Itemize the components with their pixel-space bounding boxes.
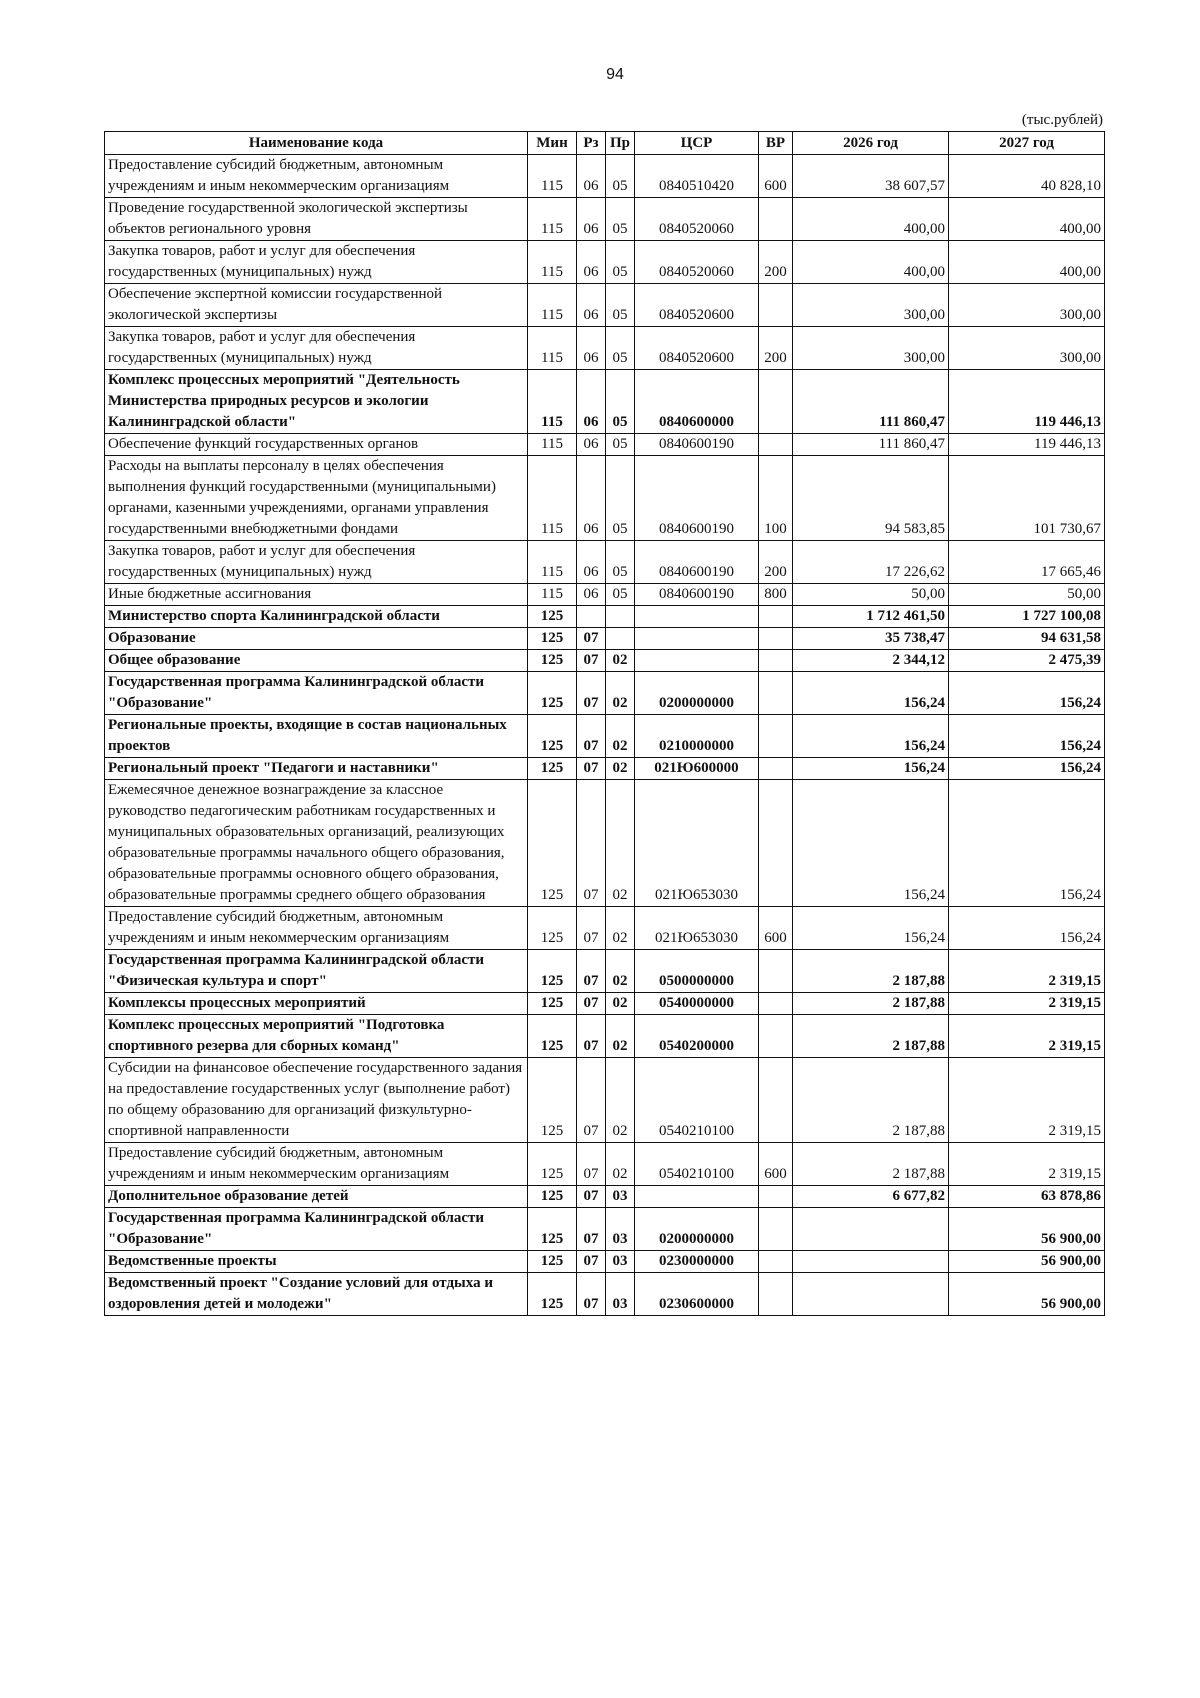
- cell-vr: [759, 1251, 793, 1273]
- table-row: [105, 284, 1105, 327]
- cell-2026: 6 677,82: [793, 1186, 949, 1208]
- cell-name: Проведение государственной экологической экспертизы объектов регионального уровня: [105, 198, 528, 241]
- cell-name: Государственная программа Калининградской области "Образование": [105, 1208, 528, 1251]
- cell-2027: 2 319,15: [949, 993, 1105, 1015]
- cell-vr: 800: [759, 584, 793, 606]
- cell-min: 125: [528, 780, 577, 907]
- cell-rz: 07: [577, 993, 606, 1015]
- table-row: [105, 606, 1105, 628]
- cell-rz: 06: [577, 241, 606, 284]
- table-row: [105, 198, 1105, 241]
- cell-pr: 02: [606, 993, 635, 1015]
- cell-pr: 05: [606, 198, 635, 241]
- table-row: [105, 1251, 1105, 1273]
- cell-pr: 05: [606, 370, 635, 434]
- table-row: [105, 780, 1105, 907]
- cell-2026: 35 738,47: [793, 628, 949, 650]
- cell-min: 125: [528, 950, 577, 993]
- table-row: [105, 584, 1105, 606]
- cell-csr: 0210000000: [635, 715, 759, 758]
- cell-name: Комплекс процессных мероприятий "Деятельность Министерства природных ресурсов и экологии Калининградской области": [105, 370, 528, 434]
- cell-2026: 2 187,88: [793, 993, 949, 1015]
- cell-2027: 300,00: [949, 327, 1105, 370]
- cell-2027: 156,24: [949, 758, 1105, 780]
- cell-2026: 156,24: [793, 715, 949, 758]
- cell-rz: 07: [577, 1251, 606, 1273]
- cell-csr: 021Ю653030: [635, 907, 759, 950]
- cell-vr: [759, 370, 793, 434]
- cell-csr: [635, 606, 759, 628]
- cell-csr: 0230600000: [635, 1273, 759, 1316]
- cell-min: 115: [528, 370, 577, 434]
- cell-vr: [759, 715, 793, 758]
- cell-name: Государственная программа Калининградской области "Образование": [105, 672, 528, 715]
- cell-pr: 02: [606, 758, 635, 780]
- cell-pr: 05: [606, 584, 635, 606]
- cell-csr: 0840600000: [635, 370, 759, 434]
- cell-pr: 02: [606, 715, 635, 758]
- cell-pr: 02: [606, 1015, 635, 1058]
- cell-rz: 07: [577, 758, 606, 780]
- cell-vr: [759, 284, 793, 327]
- table-row: [105, 758, 1105, 780]
- cell-vr: [759, 1186, 793, 1208]
- table-row: [105, 907, 1105, 950]
- cell-2026: 2 344,12: [793, 650, 949, 672]
- cell-2026: [793, 1251, 949, 1273]
- cell-min: 125: [528, 1186, 577, 1208]
- cell-name: Закупка товаров, работ и услуг для обеспечения государственных (муниципальных) нужд: [105, 327, 528, 370]
- cell-2026: 300,00: [793, 327, 949, 370]
- cell-vr: 200: [759, 541, 793, 584]
- cell-min: 125: [528, 1143, 577, 1186]
- cell-rz: 07: [577, 907, 606, 950]
- cell-pr: 02: [606, 1058, 635, 1143]
- cell-name: Ведомственный проект "Создание условий для отдыха и оздоровления детей и молодежи": [105, 1273, 528, 1316]
- cell-csr: 0230000000: [635, 1251, 759, 1273]
- cell-2027: 2 319,15: [949, 1058, 1105, 1143]
- cell-name: Обеспечение экспертной комиссии государственной экологической экспертизы: [105, 284, 528, 327]
- cell-vr: [759, 1058, 793, 1143]
- cell-name: Образование: [105, 628, 528, 650]
- cell-vr: [759, 1273, 793, 1316]
- cell-2027: 156,24: [949, 907, 1105, 950]
- cell-vr: [759, 758, 793, 780]
- table-row: [105, 370, 1105, 434]
- cell-vr: [759, 198, 793, 241]
- cell-min: 125: [528, 715, 577, 758]
- cell-rz: 07: [577, 950, 606, 993]
- cell-rz: 07: [577, 1015, 606, 1058]
- cell-2027: 2 319,15: [949, 1143, 1105, 1186]
- cell-csr: 0540000000: [635, 993, 759, 1015]
- cell-rz: 06: [577, 370, 606, 434]
- col-header-rz: Рз: [577, 132, 606, 155]
- cell-min: 115: [528, 327, 577, 370]
- table-row: [105, 1186, 1105, 1208]
- cell-rz: 06: [577, 584, 606, 606]
- cell-2027: 63 878,86: [949, 1186, 1105, 1208]
- cell-rz: 06: [577, 198, 606, 241]
- cell-name: Субсидии на финансовое обеспечение государственного задания на предоставление государственных услуг (выполнение работ) по общему образованию для организаций физкультурно-спортивной направленности: [105, 1058, 528, 1143]
- cell-name: Государственная программа Калининградской области "Физическая культура и спорт": [105, 950, 528, 993]
- cell-2026: 156,24: [793, 907, 949, 950]
- col-header-pr: Пр: [606, 132, 635, 155]
- cell-pr: 05: [606, 241, 635, 284]
- cell-min: 125: [528, 1251, 577, 1273]
- table-row: [105, 1058, 1105, 1143]
- cell-pr: 02: [606, 672, 635, 715]
- cell-rz: 06: [577, 456, 606, 541]
- col-header-2026: 2026 год: [793, 132, 949, 155]
- table-row: [105, 1143, 1105, 1186]
- cell-csr: 0840520600: [635, 284, 759, 327]
- cell-vr: [759, 434, 793, 456]
- cell-csr: 021Ю653030: [635, 780, 759, 907]
- cell-vr: [759, 993, 793, 1015]
- cell-name: Комплексы процессных мероприятий: [105, 993, 528, 1015]
- table-row: [105, 434, 1105, 456]
- cell-min: 125: [528, 1058, 577, 1143]
- cell-csr: 0540200000: [635, 1015, 759, 1058]
- cell-2026: [793, 1273, 949, 1316]
- table-row: [105, 1273, 1105, 1316]
- cell-min: 115: [528, 241, 577, 284]
- cell-csr: 0840520600: [635, 327, 759, 370]
- cell-2027: 400,00: [949, 198, 1105, 241]
- cell-min: 125: [528, 1273, 577, 1316]
- cell-2026: 300,00: [793, 284, 949, 327]
- table-row: [105, 327, 1105, 370]
- cell-2027: 156,24: [949, 672, 1105, 715]
- cell-2027: 2 475,39: [949, 650, 1105, 672]
- cell-rz: 07: [577, 715, 606, 758]
- cell-min: 115: [528, 541, 577, 584]
- table-row: [105, 241, 1105, 284]
- cell-2027: 156,24: [949, 780, 1105, 907]
- cell-pr: [606, 628, 635, 650]
- cell-pr: 05: [606, 456, 635, 541]
- table-row: [105, 715, 1105, 758]
- cell-vr: 600: [759, 1143, 793, 1186]
- cell-min: 125: [528, 606, 577, 628]
- cell-name: Региональные проекты, входящие в состав национальных проектов: [105, 715, 528, 758]
- cell-2026: 50,00: [793, 584, 949, 606]
- cell-csr: 0840510420: [635, 155, 759, 198]
- table-row: [105, 650, 1105, 672]
- cell-min: 125: [528, 993, 577, 1015]
- cell-vr: 200: [759, 241, 793, 284]
- cell-2026: 156,24: [793, 780, 949, 907]
- cell-pr: 03: [606, 1208, 635, 1251]
- cell-2027: 1 727 100,08: [949, 606, 1105, 628]
- cell-vr: [759, 1015, 793, 1058]
- cell-name: Закупка товаров, работ и услуг для обеспечения государственных (муниципальных) нужд: [105, 241, 528, 284]
- cell-name: Ведомственные проекты: [105, 1251, 528, 1273]
- cell-name: Закупка товаров, работ и услуг для обеспечения государственных (муниципальных) нужд: [105, 541, 528, 584]
- cell-2026: 156,24: [793, 672, 949, 715]
- cell-min: 125: [528, 650, 577, 672]
- cell-2027: 56 900,00: [949, 1208, 1105, 1251]
- cell-csr: 0840600190: [635, 541, 759, 584]
- cell-2027: 2 319,15: [949, 950, 1105, 993]
- cell-csr: 0540210100: [635, 1143, 759, 1186]
- cell-pr: [606, 606, 635, 628]
- cell-2026: 17 226,62: [793, 541, 949, 584]
- col-header-name: Наименование кода: [105, 132, 528, 155]
- cell-2027: 400,00: [949, 241, 1105, 284]
- cell-name: Предоставление субсидий бюджетным, автономным учреждениям и иным некоммерческим организациям: [105, 907, 528, 950]
- cell-min: 115: [528, 155, 577, 198]
- cell-min: 115: [528, 198, 577, 241]
- cell-pr: 02: [606, 1143, 635, 1186]
- cell-name: Расходы на выплаты персоналу в целях обеспечения выполнения функций государственными (муниципальными) органами, казенными учреждениями, органами управления государственными внебюджетными фондами: [105, 456, 528, 541]
- col-header-min: Мин: [528, 132, 577, 155]
- cell-name: Предоставление субсидий бюджетным, автономным учреждениям и иным некоммерческим организациям: [105, 155, 528, 198]
- cell-pr: 02: [606, 780, 635, 907]
- cell-rz: 07: [577, 1143, 606, 1186]
- cell-2026: 400,00: [793, 241, 949, 284]
- cell-rz: 07: [577, 650, 606, 672]
- col-header-vr: ВР: [759, 132, 793, 155]
- cell-min: 125: [528, 672, 577, 715]
- cell-rz: 07: [577, 628, 606, 650]
- cell-csr: 0200000000: [635, 1208, 759, 1251]
- table-row: [105, 950, 1105, 993]
- cell-name: Иные бюджетные ассигнования: [105, 584, 528, 606]
- cell-csr: 0840520060: [635, 198, 759, 241]
- cell-rz: [577, 606, 606, 628]
- cell-2026: 111 860,47: [793, 370, 949, 434]
- table-row: [105, 456, 1105, 541]
- table-row: [105, 672, 1105, 715]
- cell-pr: 05: [606, 541, 635, 584]
- cell-2026: 94 583,85: [793, 456, 949, 541]
- cell-2026: 400,00: [793, 198, 949, 241]
- cell-csr: 0840520060: [635, 241, 759, 284]
- cell-2026: [793, 1208, 949, 1251]
- cell-min: 115: [528, 584, 577, 606]
- cell-2027: 56 900,00: [949, 1273, 1105, 1316]
- table-row: [105, 993, 1105, 1015]
- cell-rz: 06: [577, 434, 606, 456]
- cell-csr: 0200000000: [635, 672, 759, 715]
- table-row: [105, 1208, 1105, 1251]
- table-row: [105, 1015, 1105, 1058]
- cell-vr: [759, 950, 793, 993]
- cell-csr: [635, 650, 759, 672]
- cell-min: 125: [528, 628, 577, 650]
- cell-rz: 07: [577, 1058, 606, 1143]
- cell-pr: 02: [606, 907, 635, 950]
- col-header-2027: 2027 год: [949, 132, 1105, 155]
- cell-2027: 2 319,15: [949, 1015, 1105, 1058]
- cell-rz: 06: [577, 155, 606, 198]
- cell-2027: 17 665,46: [949, 541, 1105, 584]
- cell-2026: 2 187,88: [793, 950, 949, 993]
- cell-vr: [759, 1208, 793, 1251]
- cell-vr: 100: [759, 456, 793, 541]
- cell-2026: 2 187,88: [793, 1015, 949, 1058]
- cell-pr: 02: [606, 950, 635, 993]
- cell-name: Министерство спорта Калининградской области: [105, 606, 528, 628]
- cell-vr: 200: [759, 327, 793, 370]
- cell-2026: 156,24: [793, 758, 949, 780]
- cell-min: 115: [528, 434, 577, 456]
- cell-2027: 300,00: [949, 284, 1105, 327]
- cell-2027: 50,00: [949, 584, 1105, 606]
- cell-rz: 06: [577, 541, 606, 584]
- cell-min: 125: [528, 1015, 577, 1058]
- cell-csr: [635, 628, 759, 650]
- cell-vr: [759, 672, 793, 715]
- header-row: [105, 132, 1105, 155]
- cell-min: 125: [528, 1208, 577, 1251]
- budget-table: [104, 131, 1105, 1316]
- cell-min: 115: [528, 284, 577, 327]
- cell-2026: 2 187,88: [793, 1143, 949, 1186]
- cell-2026: 38 607,57: [793, 155, 949, 198]
- cell-vr: [759, 606, 793, 628]
- cell-vr: [759, 650, 793, 672]
- cell-csr: 021Ю600000: [635, 758, 759, 780]
- cell-name: Ежемесячное денежное вознаграждение за классное руководство педагогическим работникам государственных и муниципальных образовательных организаций, реализующих образовательные программы начального общего образования, образовательные программы основного общего образования, образовательные программы среднего общего образования: [105, 780, 528, 907]
- cell-csr: 0840600190: [635, 456, 759, 541]
- cell-rz: 07: [577, 1273, 606, 1316]
- cell-name: Региональный проект "Педагоги и наставники": [105, 758, 528, 780]
- cell-name: Общее образование: [105, 650, 528, 672]
- cell-2027: 119 446,13: [949, 434, 1105, 456]
- cell-pr: 05: [606, 284, 635, 327]
- cell-2026: 1 712 461,50: [793, 606, 949, 628]
- cell-pr: 05: [606, 155, 635, 198]
- cell-pr: 02: [606, 650, 635, 672]
- cell-vr: [759, 780, 793, 907]
- cell-csr: 0500000000: [635, 950, 759, 993]
- cell-rz: 07: [577, 672, 606, 715]
- cell-2026: 2 187,88: [793, 1058, 949, 1143]
- cell-2027: 119 446,13: [949, 370, 1105, 434]
- cell-csr: 0840600190: [635, 434, 759, 456]
- table-row: [105, 155, 1105, 198]
- cell-pr: 05: [606, 327, 635, 370]
- cell-rz: 07: [577, 780, 606, 907]
- cell-pr: 05: [606, 434, 635, 456]
- cell-min: 125: [528, 758, 577, 780]
- cell-name: Комплекс процессных мероприятий "Подготовка спортивного резерва для сборных команд": [105, 1015, 528, 1058]
- page-number: 94: [606, 66, 624, 83]
- table-row: [105, 541, 1105, 584]
- cell-csr: 0540210100: [635, 1058, 759, 1143]
- cell-name: Дополнительное образование детей: [105, 1186, 528, 1208]
- cell-min: 115: [528, 456, 577, 541]
- table-row: [105, 628, 1105, 650]
- cell-2027: 94 631,58: [949, 628, 1105, 650]
- cell-2026: 111 860,47: [793, 434, 949, 456]
- cell-pr: 03: [606, 1186, 635, 1208]
- cell-2027: 156,24: [949, 715, 1105, 758]
- cell-min: 125: [528, 907, 577, 950]
- cell-2027: 101 730,67: [949, 456, 1105, 541]
- cell-rz: 06: [577, 284, 606, 327]
- cell-csr: [635, 1186, 759, 1208]
- cell-name: Обеспечение функций государственных органов: [105, 434, 528, 456]
- col-header-csr: ЦСР: [635, 132, 759, 155]
- cell-pr: 03: [606, 1273, 635, 1316]
- cell-2027: 40 828,10: [949, 155, 1105, 198]
- cell-vr: [759, 628, 793, 650]
- units-note: (тыс.рублей): [1021, 112, 1103, 128]
- cell-vr: 600: [759, 907, 793, 950]
- cell-vr: 600: [759, 155, 793, 198]
- cell-name: Предоставление субсидий бюджетным, автономным учреждениям и иным некоммерческим организациям: [105, 1143, 528, 1186]
- cell-csr: 0840600190: [635, 584, 759, 606]
- cell-rz: 06: [577, 327, 606, 370]
- cell-rz: 07: [577, 1186, 606, 1208]
- cell-2027: 56 900,00: [949, 1251, 1105, 1273]
- cell-pr: 03: [606, 1251, 635, 1273]
- cell-rz: 07: [577, 1208, 606, 1251]
